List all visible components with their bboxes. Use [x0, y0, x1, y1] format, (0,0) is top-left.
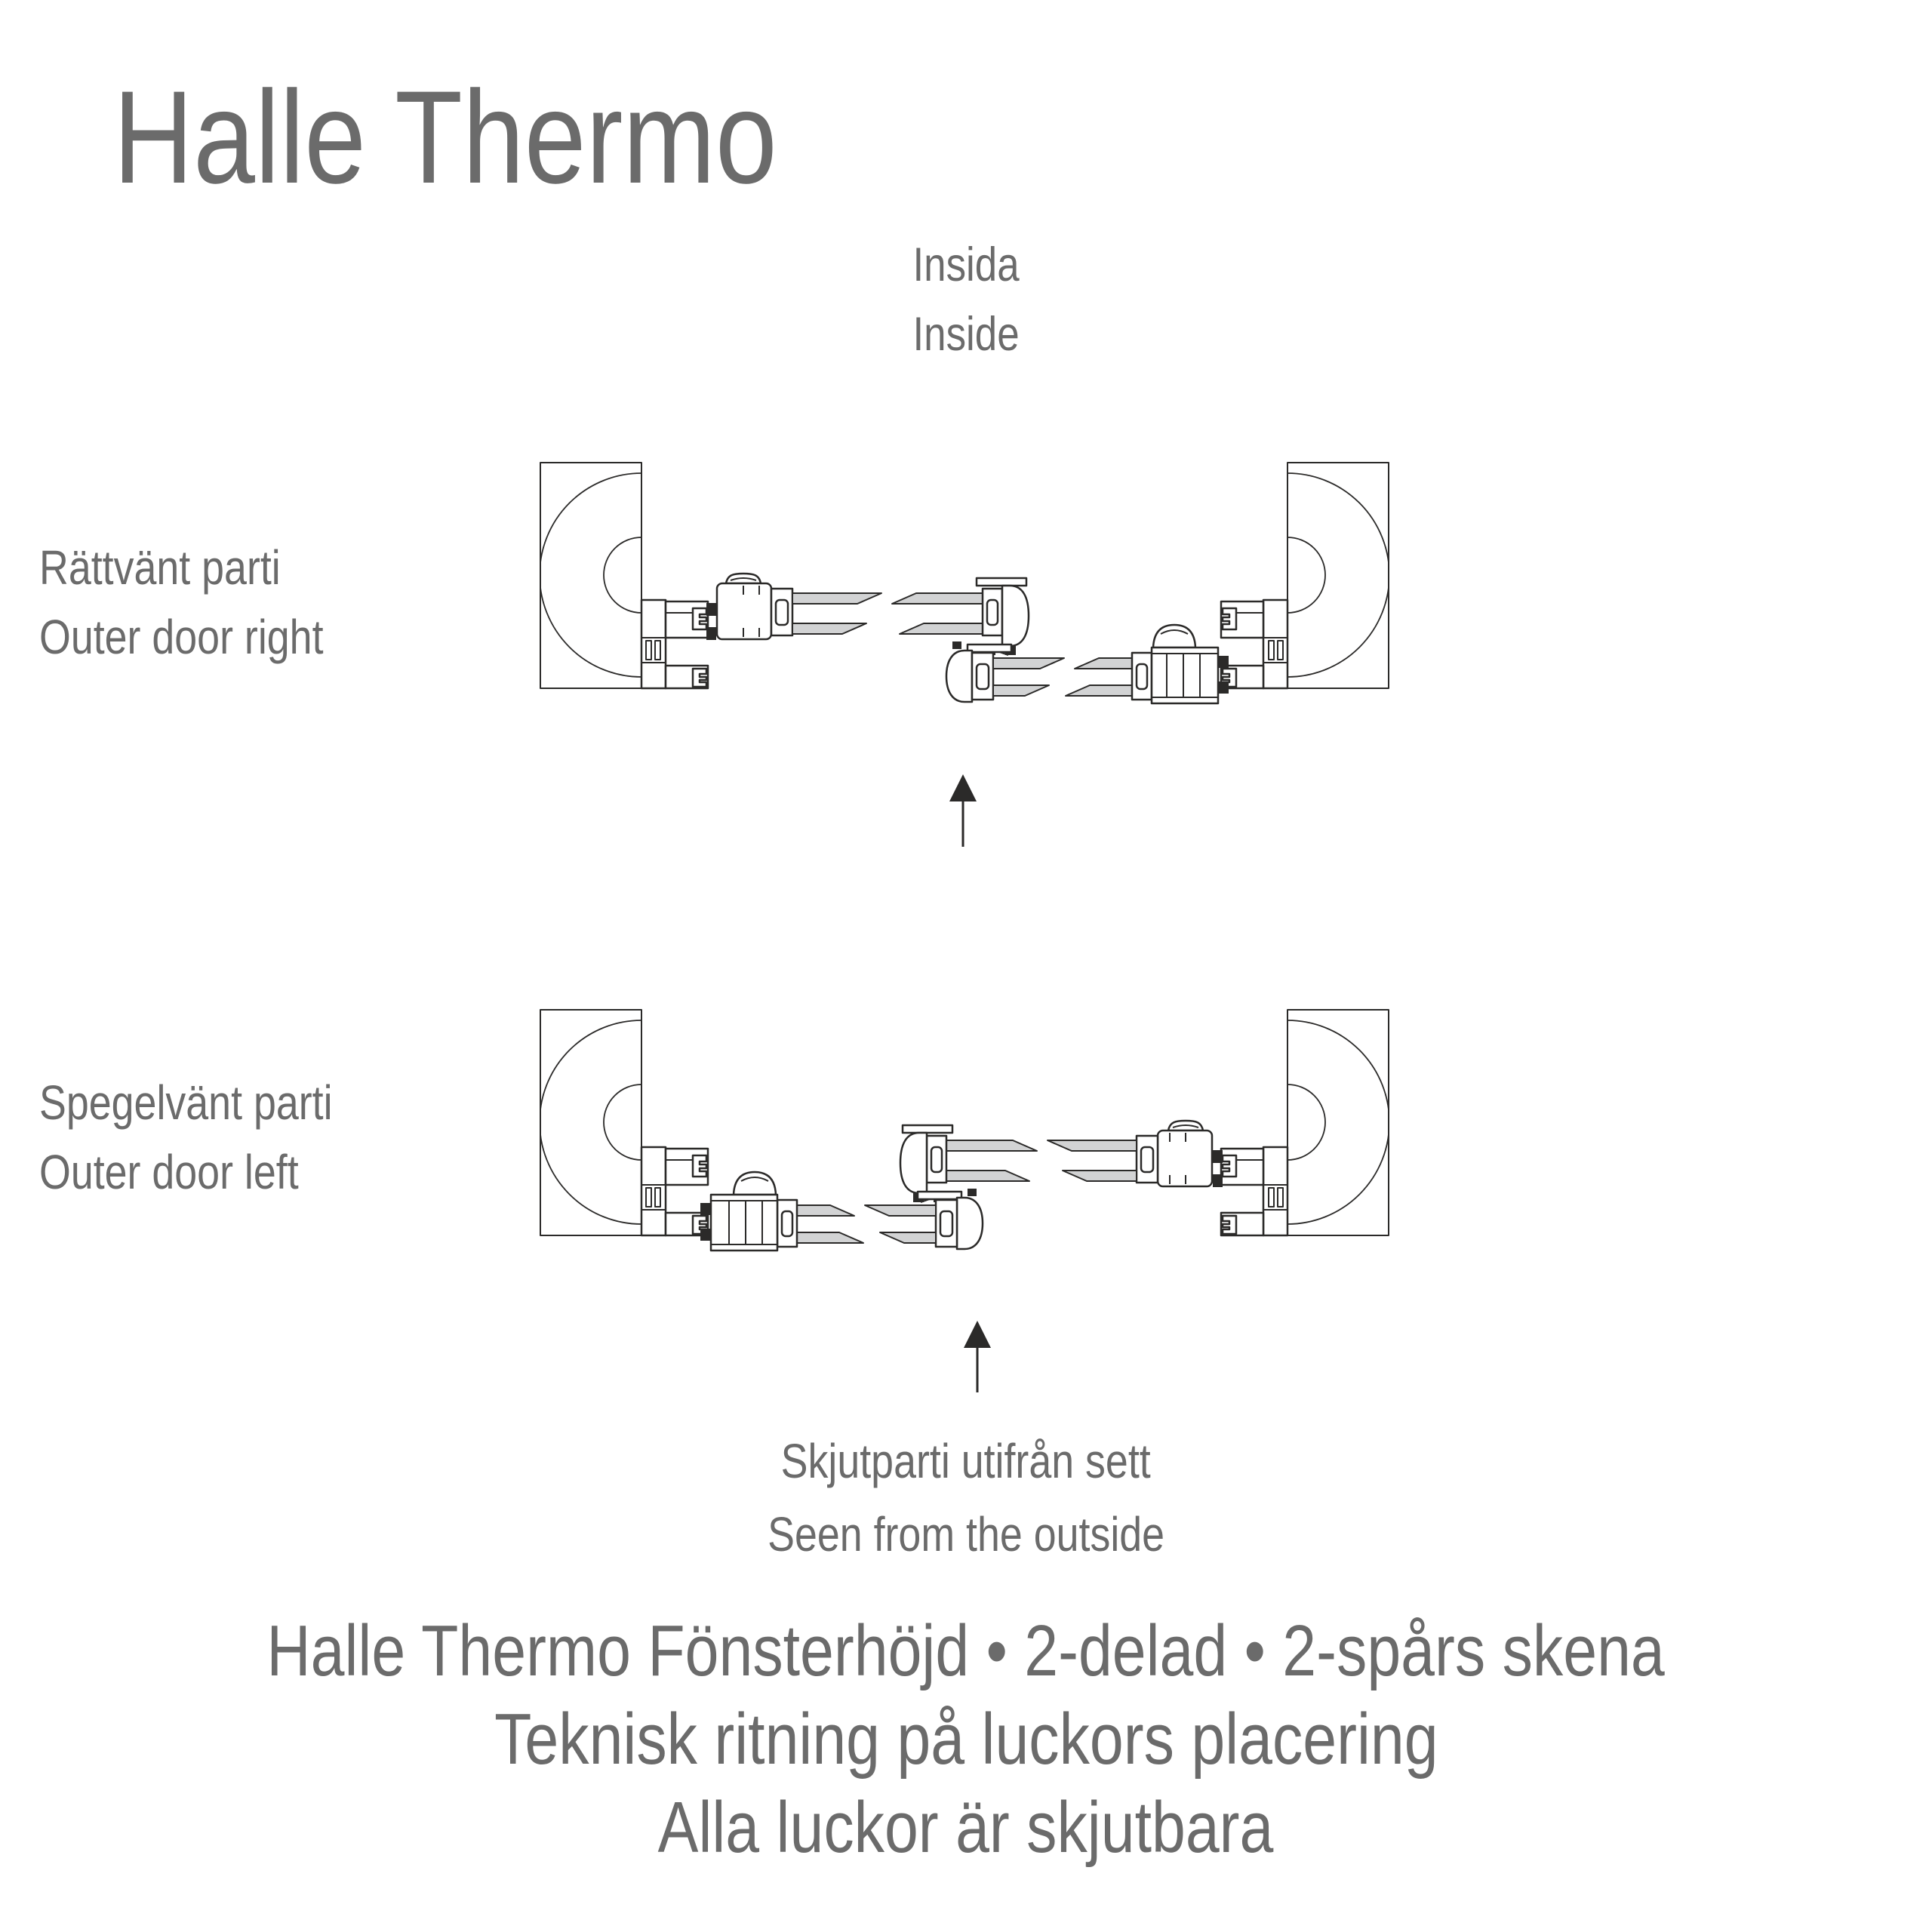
section-label-en: Outer door left [39, 1145, 299, 1199]
section-label-outer-door-left [39, 1068, 389, 1207]
view-caption [0, 1425, 1932, 1571]
up-arrow-icon [949, 774, 977, 847]
section-label-sv: Spegelvänt parti [39, 1075, 333, 1130]
inside-label-en: Inside [912, 308, 1020, 361]
inside-label [0, 230, 1932, 369]
section-label-en: Outer door right [39, 610, 324, 664]
section-label-sv: Rättvänt parti [39, 540, 281, 595]
footer-description [0, 1607, 1932, 1872]
view-caption-sv: Skjutparti utifrån sett [780, 1434, 1152, 1488]
footer-line-3: Alla luckor är skjutbara [658, 1787, 1274, 1868]
page-title [113, 64, 903, 211]
footer-line-1: Halle Thermo Fönsterhöjd • 2-delad • 2-spårs skena [266, 1611, 1666, 1691]
section-label-outer-door-right [39, 533, 377, 672]
up-arrow-icon [964, 1321, 991, 1392]
diagram-outer-door-left [317, 798, 1612, 1447]
inside-label-sv: Insida [912, 238, 1020, 291]
view-caption-en: Seen from the outside [768, 1507, 1164, 1561]
page-title-text: Halle Thermo [113, 64, 777, 211]
footer-line-2: Teknisk ritning på luckors placering [494, 1699, 1438, 1780]
